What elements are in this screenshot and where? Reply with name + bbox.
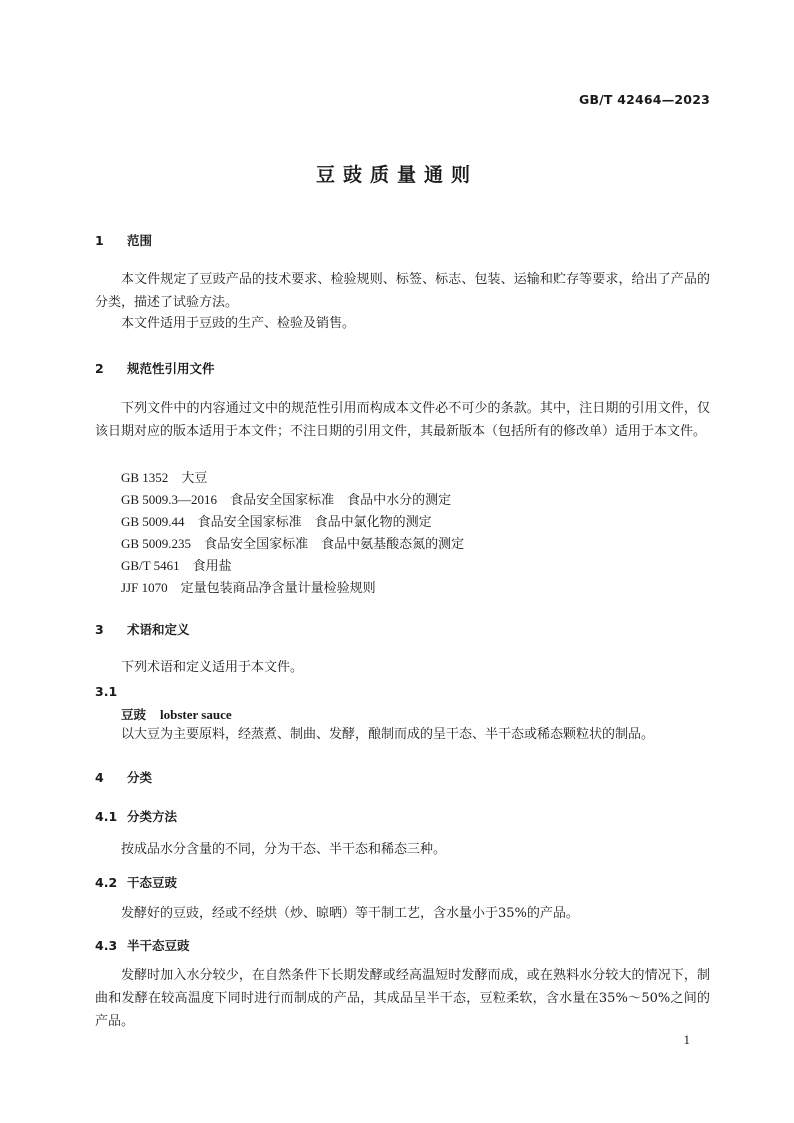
clause-4-2-heading [95, 873, 177, 891]
standard-code: GB/T 42464—2023 [578, 92, 710, 107]
section-title: 规范性引用文件 [127, 361, 215, 376]
reference-title: 食品安全国家标准 食品中氨基酸态氮的测定 [204, 537, 465, 552]
term-number: 3.1 [95, 684, 118, 699]
document-title: 豆豉质量通则 [315, 164, 478, 186]
reference-title: 食品安全国家标准 食品中氯化物的测定 [197, 515, 432, 530]
section-title: 范围 [127, 233, 153, 248]
reference-title: 大豆 [181, 471, 208, 486]
reference-item [121, 577, 376, 596]
section-number: 2 [95, 361, 104, 376]
reference-title: 食用盐 [192, 559, 232, 574]
clause-number: 4.3 [95, 938, 118, 953]
clause-number: 4.2 [95, 875, 118, 890]
reference-title: 食品安全国家标准 食品中水分的测定 [230, 493, 452, 508]
reference-code: GB/T 5461 [121, 558, 180, 573]
section-1-paragraph-1: 本文件规定了豆豉产品的技术要求、检验规则、标签、标志、包装、运输和贮存等要求，给出了产品的分类，描述了试验方法。 [95, 272, 710, 310]
section-1-paragraph-2: 本文件适用于豆豉的生产、检验及销售。 [121, 316, 356, 331]
section-4-heading [95, 768, 152, 786]
clause-4-1-heading [95, 807, 177, 825]
section-number: 4 [95, 770, 104, 785]
term-definition: 以大豆为主要原料，经蒸煮、制曲、发酵，酿制而成的呈干态、半干态或稀态颗粒状的制品。 [121, 727, 655, 742]
section-3-heading [95, 620, 190, 638]
clause-4-3-paragraph: 发酵时加入水分较少，在自然条件下长期发酵或经高温短时发酵而成，或在熟料水分较大的情况下，制曲和发酵在较高温度下同时进行而制成的产品，其成品呈半干态，豆粒柔软，含水量在35%～50%之间的产品。 [95, 968, 710, 1029]
clause-number: 4.1 [95, 809, 118, 824]
clause-4-2-paragraph: 发酵好的豆豉，经或不经烘（炒、晾晒）等干制工艺，含水量小于35%的产品。 [121, 906, 579, 921]
reference-item [121, 555, 232, 574]
reference-code: GB 5009.235 [121, 536, 192, 551]
reference-item [121, 467, 207, 486]
reference-code: GB 1352 [121, 470, 169, 485]
reference-item [121, 511, 432, 530]
reference-title: 定量包装商品净含量计量检验规则 [180, 581, 376, 596]
term-chinese: 豆豉 [121, 707, 147, 722]
clause-4-1-paragraph: 按成品水分含量的不同，分为干态、半干态和稀态三种。 [121, 842, 447, 857]
reference-code: JJF 1070 [121, 580, 168, 595]
clause-title: 干态豆豉 [127, 875, 178, 890]
section-3-paragraph-1: 下列术语和定义适用于本文件。 [121, 660, 304, 675]
reference-item [121, 489, 451, 508]
section-2-heading [95, 359, 215, 377]
section-number: 1 [95, 233, 104, 248]
page-number: 1 [683, 1032, 690, 1047]
clause-title: 半干态豆豉 [127, 938, 190, 953]
clause-4-3-heading [95, 936, 190, 954]
section-title: 术语和定义 [127, 622, 190, 637]
term-heading [121, 705, 232, 723]
reference-code: GB 5009.3—2016 [121, 492, 218, 507]
reference-item [121, 533, 464, 552]
reference-code: GB 5009.44 [121, 514, 185, 529]
term-english: lobster sauce [160, 707, 232, 722]
section-number: 3 [95, 622, 104, 637]
clause-title: 分类方法 [127, 809, 178, 824]
section-2-paragraph-1: 下列文件中的内容通过文中的规范性引用而构成本文件必不可少的条款。其中，注日期的引用文件，仅该日期对应的版本适用于本文件；不注日期的引用文件，其最新版本（包括所有的修改单）适用于本文件。 [95, 401, 710, 439]
section-1-heading [95, 231, 152, 249]
section-title: 分类 [127, 770, 153, 785]
